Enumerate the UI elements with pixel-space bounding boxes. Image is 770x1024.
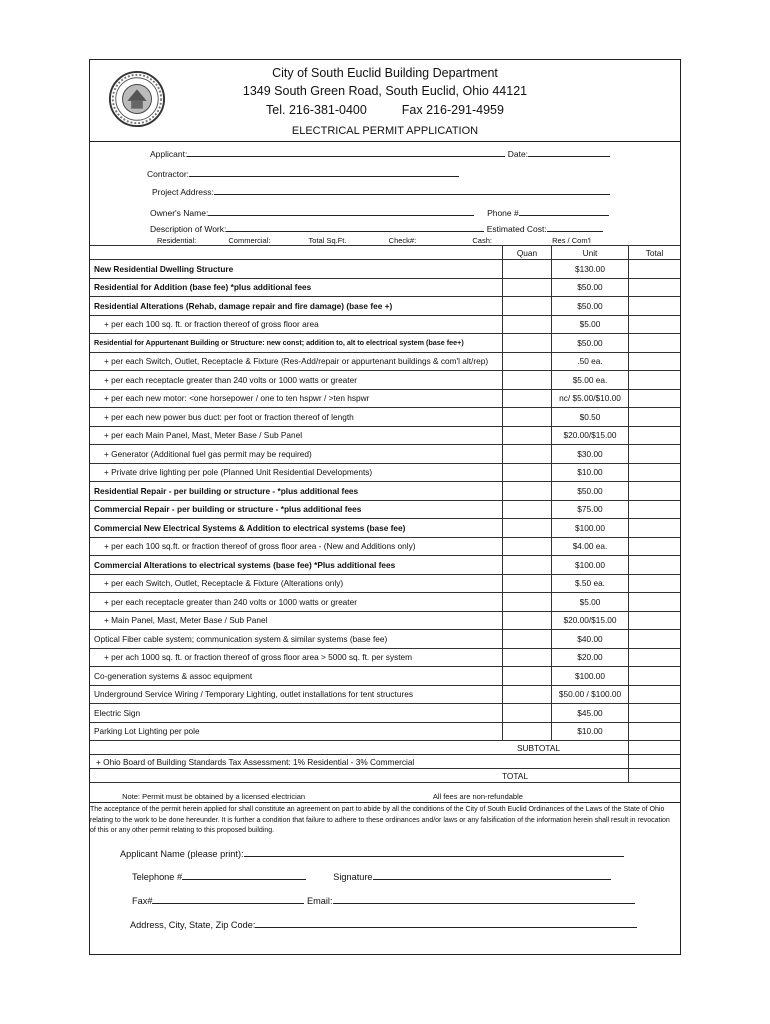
header-desc-cell bbox=[90, 246, 503, 260]
col-quan: Quan bbox=[503, 246, 552, 260]
unit-fee: .50 ea. bbox=[552, 352, 629, 371]
total-input[interactable] bbox=[629, 371, 681, 390]
fee-row bbox=[90, 537, 680, 556]
total-input[interactable] bbox=[629, 556, 681, 575]
unit-fee: $10.00 bbox=[552, 722, 629, 741]
unit-fee: $40.00 bbox=[552, 630, 629, 649]
tax-label: + Ohio Board of Building Standards Tax Assessment: 1% Residential - 3% Commercial bbox=[90, 755, 629, 769]
total-input[interactable] bbox=[629, 519, 681, 538]
quantity-input[interactable] bbox=[503, 648, 552, 667]
fee-description: Commercial Repair - per building or structure - *plus additional fees bbox=[90, 500, 503, 519]
applicant-name-label: Applicant Name (please print): bbox=[120, 849, 244, 859]
total-input[interactable] bbox=[629, 278, 681, 297]
department-address: 1349 South Green Road, South Euclid, Ohio 44121 bbox=[242, 84, 528, 98]
total-input[interactable] bbox=[629, 426, 681, 445]
total-input[interactable] bbox=[629, 574, 681, 593]
fee-row bbox=[90, 648, 680, 667]
fee-description: + per each receptacle greater than 240 volts or 1000 watts or greater bbox=[90, 371, 503, 390]
address-label: Address, City, State, Zip Code: bbox=[130, 920, 256, 930]
total-input[interactable] bbox=[629, 685, 681, 704]
fee-table bbox=[90, 245, 680, 783]
fee-description: + per each Switch, Outlet, Receptacle & Fixture (Alterations only) bbox=[90, 574, 503, 593]
total-label: TOTAL bbox=[90, 769, 629, 783]
unit-fee: $.50 ea. bbox=[552, 574, 629, 593]
quantity-input[interactable] bbox=[503, 260, 552, 279]
quantity-input[interactable] bbox=[503, 500, 552, 519]
city-seal-icon bbox=[108, 70, 166, 128]
tax-input[interactable] bbox=[629, 755, 681, 769]
fee-row bbox=[90, 426, 680, 445]
total-row bbox=[90, 769, 680, 783]
total-input[interactable] bbox=[629, 482, 681, 501]
quantity-input[interactable] bbox=[503, 371, 552, 390]
fax-email-row[interactable] bbox=[132, 894, 635, 906]
fee-row bbox=[90, 630, 680, 649]
fax-label: Fax# bbox=[132, 896, 153, 906]
fee-description: Residential for Appurtenant Building or Structure: new const; addition to, alt to electrical system (base fee+) bbox=[90, 334, 503, 353]
unit-fee: $45.00 bbox=[552, 704, 629, 723]
unit-fee: $20.00/$15.00 bbox=[552, 426, 629, 445]
fee-row bbox=[90, 260, 680, 279]
fee-row bbox=[90, 371, 680, 390]
contact-line bbox=[200, 103, 570, 117]
grand-total-input[interactable] bbox=[629, 769, 681, 783]
fee-description: Residential Alterations (Rehab, damage repair and fire damage) (base fee +) bbox=[90, 297, 503, 316]
fee-description: Residential Repair - per building or structure - *plus additional fees bbox=[90, 482, 503, 501]
tax-row bbox=[90, 755, 680, 769]
unit-fee: $20.00 bbox=[552, 648, 629, 667]
fee-description: + per each Main Panel, Mast, Meter Base / Sub Panel bbox=[90, 426, 503, 445]
fee-row bbox=[90, 389, 680, 408]
total-input[interactable] bbox=[629, 445, 681, 464]
quantity-input[interactable] bbox=[503, 352, 552, 371]
table-header-row bbox=[90, 246, 680, 260]
subtotal-row bbox=[90, 741, 680, 755]
fee-description: Residential for Addition (base fee) *plus additional fees bbox=[90, 278, 503, 297]
telephone-label: Telephone # bbox=[132, 872, 183, 882]
unit-fee: $100.00 bbox=[552, 519, 629, 538]
quantity-input[interactable] bbox=[503, 630, 552, 649]
quantity-input[interactable] bbox=[503, 519, 552, 538]
fee-description: + per each new power bus duct: per foot or fraction thereof of length bbox=[90, 408, 503, 427]
unit-fee: $50.00 / $100.00 bbox=[552, 685, 629, 704]
quantity-input[interactable] bbox=[503, 537, 552, 556]
total-input[interactable] bbox=[629, 648, 681, 667]
quantity-input[interactable] bbox=[503, 593, 552, 612]
total-input[interactable] bbox=[629, 408, 681, 427]
unit-fee: $100.00 bbox=[552, 667, 629, 686]
total-input[interactable] bbox=[629, 352, 681, 371]
quantity-input[interactable] bbox=[503, 611, 552, 630]
unit-fee: $50.00 bbox=[552, 334, 629, 353]
fee-row bbox=[90, 297, 680, 316]
department-name: City of South Euclid Building Department bbox=[272, 66, 498, 80]
check-label: Check#: bbox=[388, 236, 417, 245]
quantity-input[interactable] bbox=[503, 722, 552, 741]
fee-row bbox=[90, 611, 680, 630]
res-coml-label: Res / Com'l bbox=[552, 236, 591, 245]
fee-description: + per each Switch, Outlet, Receptacle & Fixture (Res-Add/repair or appurtenant buildings & com'l alt/rep) bbox=[90, 352, 503, 371]
total-input[interactable] bbox=[629, 722, 681, 741]
fee-row bbox=[90, 352, 680, 371]
applicant-name-field[interactable] bbox=[120, 847, 624, 859]
fee-row bbox=[90, 556, 680, 575]
quantity-input[interactable] bbox=[503, 297, 552, 316]
total-input[interactable] bbox=[629, 297, 681, 316]
unit-fee: $5.00 ea. bbox=[552, 371, 629, 390]
owners-name-label: Owner's Name: bbox=[150, 208, 209, 218]
col-total: Total bbox=[629, 246, 681, 260]
fee-row bbox=[90, 574, 680, 593]
fee-row bbox=[90, 685, 680, 704]
fee-description: + per each 100 sq. ft. or fraction thereof of gross floor area bbox=[90, 315, 503, 334]
fee-description: Underground Service Wiring / Temporary Lighting, outlet installations for tent structures bbox=[90, 685, 503, 704]
total-input[interactable] bbox=[629, 593, 681, 612]
fee-row bbox=[90, 445, 680, 464]
notice-line bbox=[90, 792, 676, 803]
project-address-field[interactable] bbox=[152, 185, 610, 197]
fee-description: + per ach 1000 sq. ft. or fraction thereof of gross floor area > 5000 sq. ft. per system bbox=[90, 648, 503, 667]
fee-description: + Main Panel, Mast, Meter Base / Sub Panel bbox=[90, 611, 503, 630]
notice-divider bbox=[90, 802, 680, 803]
quantity-input[interactable] bbox=[503, 408, 552, 427]
fee-row bbox=[90, 500, 680, 519]
contractor-label: Contractor: bbox=[147, 169, 190, 179]
unit-fee: $130.00 bbox=[552, 260, 629, 279]
tel-number: Tel. 216-381-0400 bbox=[266, 103, 367, 117]
nonrefundable-note: All fees are non-refundable bbox=[432, 792, 523, 801]
quantity-input[interactable] bbox=[503, 667, 552, 686]
fee-description: Commercial Alterations to electrical systems (base fee) *Plus additional fees bbox=[90, 556, 503, 575]
cash-label: Cash: bbox=[472, 236, 492, 245]
subtotal-input[interactable] bbox=[629, 741, 681, 755]
unit-fee: $10.00 bbox=[552, 463, 629, 482]
unit-fee: $5.00 bbox=[552, 315, 629, 334]
unit-fee: $0.50 bbox=[552, 408, 629, 427]
unit-fee: nc/ $5.00/$10.00 bbox=[552, 389, 629, 408]
fee-description: Optical Fiber cable system; communication system & similar systems (base fee) bbox=[90, 630, 503, 649]
fee-row bbox=[90, 482, 680, 501]
owners-name-field[interactable] bbox=[150, 206, 609, 218]
contractor-field[interactable] bbox=[147, 167, 459, 179]
residential-label: Residential: bbox=[157, 236, 197, 245]
description-label: Description of Work: bbox=[150, 224, 227, 234]
telephone-signature-row[interactable] bbox=[132, 870, 611, 882]
fee-row bbox=[90, 463, 680, 482]
subtotal-label: SUBTOTAL bbox=[90, 741, 629, 755]
estimated-cost-label: Estimated Cost: bbox=[486, 224, 547, 234]
fee-row bbox=[90, 519, 680, 538]
fee-description: + Private drive lighting per pole (Planned Unit Residential Developments) bbox=[90, 463, 503, 482]
unit-fee: $100.00 bbox=[552, 556, 629, 575]
licensed-note: Note: Permit must be obtained by a licensed electrician bbox=[122, 792, 306, 801]
total-input[interactable] bbox=[629, 630, 681, 649]
unit-fee: $5.00 bbox=[552, 593, 629, 612]
fee-description: Commercial New Electrical Systems & Addition to electrical systems (base fee) bbox=[90, 519, 503, 538]
total-input[interactable] bbox=[629, 667, 681, 686]
total-input[interactable] bbox=[629, 704, 681, 723]
unit-fee: $50.00 bbox=[552, 278, 629, 297]
quantity-input[interactable] bbox=[503, 556, 552, 575]
phone-label: Phone # bbox=[487, 208, 519, 218]
fee-row bbox=[90, 704, 680, 723]
unit-fee: $75.00 bbox=[552, 500, 629, 519]
fee-description: + per each new motor: <one horsepower / one to ten hspwr / >ten hspwr bbox=[90, 389, 503, 408]
commercial-label: Commercial: bbox=[228, 236, 271, 245]
total-input[interactable] bbox=[629, 500, 681, 519]
fax-number: Fax 216-291-4959 bbox=[401, 103, 504, 117]
applicant-field[interactable] bbox=[150, 147, 610, 159]
project-address-label: Project Address: bbox=[152, 187, 214, 197]
acceptance-text: The acceptance of the permit herein applied for shall constitute an agreement on part to abide by all the conditions of the City of South Euclid Ordinances of the Laws of the State of Ohio relating to the work to be done hereunder. It is further a condition that failure to adhere to these ordinances and/or laws or any falsification of the information herein shall result in revocation of this or any other permit relating to this proposed building. bbox=[90, 806, 670, 834]
fee-row bbox=[90, 334, 680, 353]
fee-row bbox=[90, 408, 680, 427]
col-unit: Unit bbox=[552, 246, 629, 260]
payment-row bbox=[157, 236, 591, 245]
fee-description: Electric Sign bbox=[90, 704, 503, 723]
total-input[interactable] bbox=[629, 315, 681, 334]
quantity-input[interactable] bbox=[503, 482, 552, 501]
fee-row bbox=[90, 667, 680, 686]
quantity-input[interactable] bbox=[503, 685, 552, 704]
quantity-input[interactable] bbox=[503, 389, 552, 408]
fee-row bbox=[90, 593, 680, 612]
quantity-input[interactable] bbox=[503, 574, 552, 593]
total-input[interactable] bbox=[629, 334, 681, 353]
quantity-input[interactable] bbox=[503, 278, 552, 297]
unit-fee: $50.00 bbox=[552, 482, 629, 501]
unit-fee: $20.00/$15.00 bbox=[552, 611, 629, 630]
unit-fee: $30.00 bbox=[552, 445, 629, 464]
unit-fee: $50.00 bbox=[552, 297, 629, 316]
quantity-input[interactable] bbox=[503, 463, 552, 482]
fee-description: + Generator (Additional fuel gas permit may be required) bbox=[90, 445, 503, 464]
total-input[interactable] bbox=[629, 389, 681, 408]
total-sq-ft-label: Total Sq.Ft. bbox=[308, 236, 347, 245]
form-title: ELECTRICAL PERMIT APPLICATION bbox=[291, 125, 479, 137]
quantity-input[interactable] bbox=[503, 704, 552, 723]
email-label: Email: bbox=[307, 896, 333, 906]
quantity-input[interactable] bbox=[503, 334, 552, 353]
applicant-label: Applicant: bbox=[150, 149, 188, 159]
total-input[interactable] bbox=[629, 260, 681, 279]
total-input[interactable] bbox=[629, 537, 681, 556]
quantity-input[interactable] bbox=[503, 426, 552, 445]
header-divider bbox=[90, 141, 680, 142]
total-input[interactable] bbox=[629, 611, 681, 630]
total-input[interactable] bbox=[629, 463, 681, 482]
fee-row bbox=[90, 722, 680, 741]
fee-row bbox=[90, 278, 680, 297]
description-field[interactable] bbox=[150, 222, 603, 234]
quantity-input[interactable] bbox=[503, 315, 552, 334]
fee-description: Parking Lot Lighting per pole bbox=[90, 722, 503, 741]
date-label: Date: bbox=[507, 149, 529, 159]
address-field[interactable] bbox=[130, 918, 637, 930]
signature-label: Signature bbox=[333, 872, 373, 882]
fee-description: New Residential Dwelling Structure bbox=[90, 260, 503, 279]
fee-row bbox=[90, 315, 680, 334]
fee-description: Co-generation systems & assoc equipment bbox=[90, 667, 503, 686]
unit-fee: $4.00 ea. bbox=[552, 537, 629, 556]
fee-description: + per each 100 sq.ft. or fraction thereof of gross floor area - (New and Additions only) bbox=[90, 537, 503, 556]
fee-description: + per each receptacle greater than 240 volts or 1000 watts or greater bbox=[90, 593, 503, 612]
quantity-input[interactable] bbox=[503, 445, 552, 464]
